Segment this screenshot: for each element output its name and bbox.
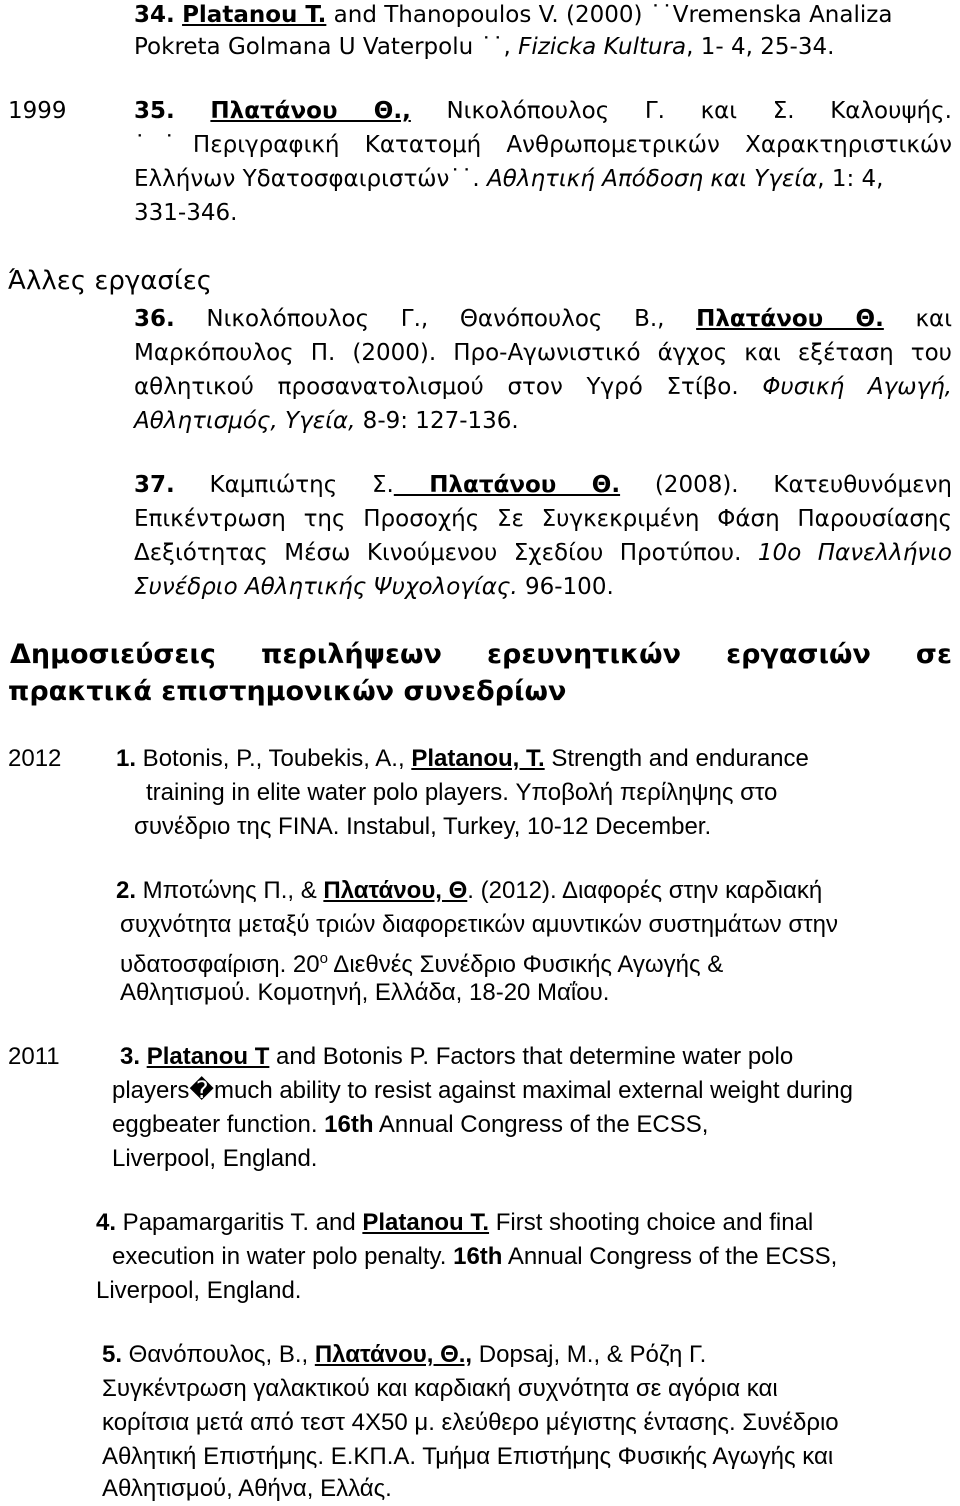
ref-text: Μποτώνης Π., & (136, 877, 324, 904)
ref-author-highlight: Platanou T. (182, 2, 327, 28)
ref-text: Δεξιότητας Μέσω Κινούμενου Σχεδίου Προτύπου. (134, 540, 758, 566)
ref-text: Νικολόπουλος Γ. και Σ. Καλουψής. (410, 98, 952, 124)
pub-4-line-3: Liverpool, England. (96, 1277, 302, 1304)
ref-34-line-2 (134, 32, 834, 62)
pub-3-line-1 (120, 1042, 793, 1072)
ref-36-line-3 (134, 372, 952, 402)
pub-5-line-2: Συγκέντρωση γαλακτικού και καρδιακή συχνότητα σε αγόρια και (102, 1375, 778, 1402)
ref-text: eggbeater function. (112, 1111, 325, 1138)
pub-3-line-4: Liverpool, England. (112, 1145, 318, 1172)
ref-text: υδατοσφαίριση. 20 (120, 951, 320, 978)
ref-text: Pokreta Golmana U Vaterpolu ˙˙, (134, 34, 519, 60)
ordinal-superscript: ο (319, 950, 328, 967)
ref-journal: Συνέδριο Αθλητικής Ψυχολογίας. (134, 574, 518, 600)
ref-text: Καμπιώτης Σ. (174, 472, 394, 498)
pub-5-line-3: κορίτσια μετά από τεστ 4Χ50 μ. ελεύθερο μέγιστης έντασης. Συνέδριο (102, 1409, 839, 1436)
ref-37-line-1 (134, 470, 952, 500)
ref-number: 34. (134, 2, 175, 28)
ref-pages: 8-9: 127-136. (355, 408, 519, 434)
ref-text: and Botonis P. Factors that determine water polo (269, 1043, 794, 1070)
ref-text: . (2012). Διαφορές στην καρδιακή (467, 877, 823, 904)
pub-2-line-2: συχνότητα μεταξύ τριών διαφορετικών αμυντικών συστημάτων στην (120, 911, 838, 938)
ref-edition: 16th (324, 1111, 374, 1138)
ref-journal: Αθλητική Απόδοση και Υγεία (487, 166, 818, 192)
ref-35-line-3 (134, 164, 883, 194)
pub-5-line-1 (102, 1340, 706, 1370)
pub-1-year: 2012 (8, 745, 62, 772)
pub-4-line-2 (112, 1242, 837, 1272)
pub-1-line-2: training in elite water polo players. Υποβολή περίληψης στο (146, 779, 778, 806)
ref-number: 35. (134, 98, 175, 124)
pub-5-line-4: Αθλητική Επιστήμης. Ε.ΚΠ.Α. Τμήμα Επιστήμης Φυσικής Αγωγής και (102, 1443, 834, 1470)
ref-number: 1. (116, 745, 137, 772)
pub-1-line-1 (116, 744, 809, 774)
ref-journal: Φυσική Αγωγή, (762, 374, 952, 400)
ref-35-line-2: ˙˙Περιγραφική Κατατομή Ανθρωπομετρικών Χαρακτηριστικών (134, 132, 952, 158)
other-works-heading: Άλλες εργασίες (8, 266, 213, 296)
pub-3-year: 2011 (8, 1043, 60, 1070)
ref-37-line-3 (134, 538, 952, 568)
ref-35-line-1 (134, 96, 952, 126)
ref-text: Annual Congress of the ECSS, (502, 1243, 838, 1270)
ref-36-line-2: Μαρκόπουλος Π. (2000). Προ-Αγωνιστικό άγχος και εξέταση του (134, 340, 952, 366)
ref-number: 5. (102, 1341, 123, 1368)
section-heading-line-2: πρακτικά επιστημονικών συνεδρίων (8, 676, 567, 707)
ref-journal: Αθλητισμός, Υγεία, (134, 408, 356, 434)
pub-5-line-5: Αθλητισμού, Αθήνα, Ελλάς. (102, 1475, 392, 1502)
pub-1-line-3: συνέδριο της FINA. Instabul, Turkey, 10-12 December. (134, 813, 712, 840)
ref-author-highlight: Πλατάνου, Θ., (314, 1341, 473, 1368)
pub-2-line-4: Αθλητισμού. Κομοτηνή, Ελλάδα, 18-20 Μαΐου. (120, 979, 610, 1006)
ref-pages: 96-100. (517, 574, 614, 600)
pub-3-line-2: players�much ability to resist against maximal external weight during (112, 1077, 853, 1104)
ref-text: and Thanopoulos V. (2000) ˙˙Vremenska Analiza (326, 2, 893, 28)
ref-37-line-2: Επικέντρωση της Προσοχής Σε Συγκεκριμένη Φάση Παρουσίασης (134, 506, 952, 532)
ref-number: 2. (116, 877, 137, 904)
ref-36-line-4 (134, 406, 519, 436)
ref-37-line-4 (134, 572, 614, 602)
ref-author-highlight: Πλατάνου, Θ (323, 877, 468, 904)
ref-text: execution in water polo penalty. (112, 1243, 454, 1270)
ref-text: Θανόπουλος, Β., (122, 1341, 315, 1368)
ref-pages: , 1: 4, (817, 166, 884, 192)
ref-35-year: 1999 (8, 98, 67, 124)
ref-text: Dopsaj, M., & Ρόζη Γ. (472, 1341, 707, 1368)
ref-text: αθλητικού προσανατολισμού στον Υγρό Στίβο. (134, 374, 763, 400)
ref-text: και (883, 306, 952, 332)
ref-number: 3. (120, 1043, 141, 1070)
ref-text: Διεθνές Συνέδριο Φυσικής Αγωγής & (327, 951, 724, 978)
ref-text: Strength and endurance (544, 745, 809, 772)
ref-36-line-1 (134, 304, 952, 334)
ref-text: Annual Congress of the ECSS, (373, 1111, 709, 1138)
ref-number: 36. (134, 306, 175, 332)
ref-author-highlight: Πλατάνου Θ. (696, 306, 884, 332)
ref-text: First shooting choice and final (489, 1209, 814, 1236)
ref-author-highlight: Platanou T. (362, 1209, 490, 1236)
ref-35-line-4: 331-346. (134, 200, 238, 226)
pub-2-line-1 (116, 876, 822, 906)
ref-author-highlight: Πλατάνου Θ., (210, 98, 411, 124)
ref-journal: Fizicka Kultura (518, 34, 687, 60)
ref-text: Botonis, P., Toubekis, A., (136, 745, 412, 772)
ref-text: Νικολόπουλος Γ., Θανόπουλος Β., (174, 306, 697, 332)
pub-4-line-1 (96, 1208, 813, 1238)
ref-number: 37. (134, 472, 175, 498)
ref-34-line-1 (134, 0, 892, 30)
ref-author-highlight: Platanou T (146, 1043, 270, 1070)
ref-text: (2008). Κατευθυνόμενη (620, 472, 952, 498)
pub-3-line-3 (112, 1110, 708, 1140)
ref-author-highlight: Πλατάνου Θ. (393, 472, 621, 498)
ref-text: Ελλήνων Υδατοσφαιριστών˙˙. (134, 166, 488, 192)
ref-author-highlight: Platanou, T. (411, 745, 545, 772)
ref-journal: 10ο Πανελλήνιο (757, 540, 952, 566)
ref-pages: , 1- 4, 25-34. (686, 34, 835, 60)
ref-text: Papamargaritis T. and (116, 1209, 363, 1236)
ref-edition: 16th (453, 1243, 503, 1270)
pub-2-line-3 (120, 944, 723, 980)
section-heading-line-1: Δημοσιεύσεις περιλήψεων ερευνητικών εργασιών σε (10, 639, 952, 670)
ref-number: 4. (96, 1209, 117, 1236)
